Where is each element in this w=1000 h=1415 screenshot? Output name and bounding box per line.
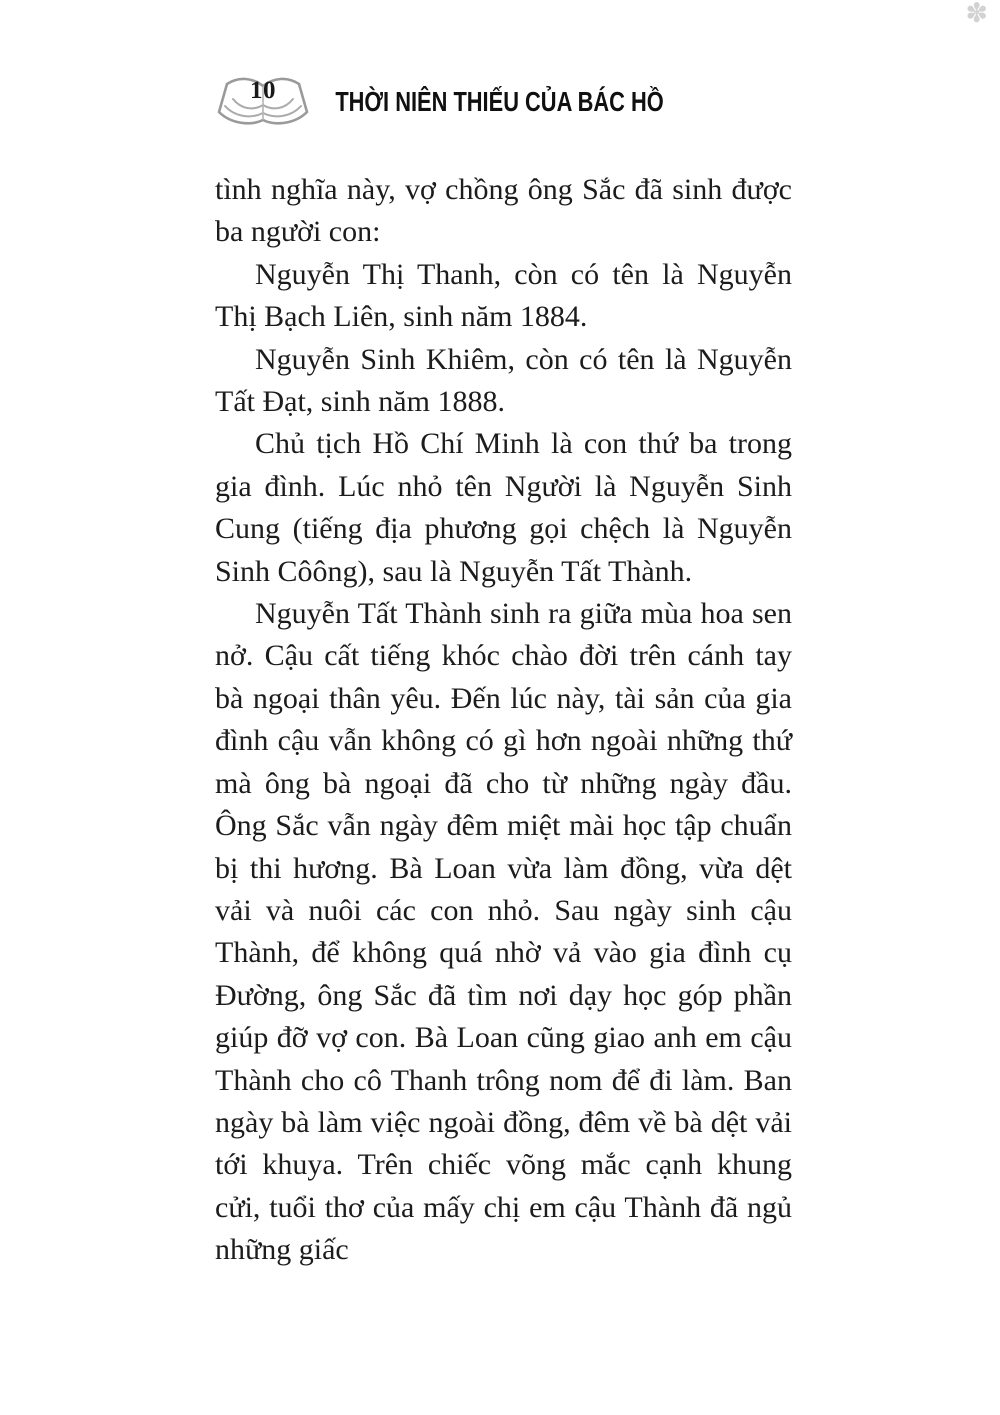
paragraph: Nguyễn Sinh Khiêm, còn có tên là Nguyễn Tất Đạt, sinh năm 1888. [215, 342, 792, 419]
paragraph: tình nghĩa này, vợ chồng ông Sắc đã sinh được ba người con: [215, 173, 792, 249]
page-number: 10 [250, 77, 276, 104]
paragraph: Nguyễn Tất Thành sinh ra giữa mùa hoa sen nở. Cậu cất tiếng khóc chào đời trên cánh tay bà ngoại thân yêu. Đến lúc này, tài sản của gia đình cậu vẫn không có gì hơn ngoài những thứ mà ông bà ngoại đã cho từ những ngày đầu. Ông Sắc vẫn ngày đêm miệt mài học tập chuẩn bị thi hương. Bà Loan vừa làm đồng, vừa dệt vải và nuôi các con nhỏ. Sau ngày sinh cậu Thành, để không quá nhờ vả vào gia đình cụ Đường, ông Sắc đã tìm nơi dạy học góp phần giúp đỡ vợ con. Bà Loan cũng giao anh em cậu Thành cho cô Thanh trông nom để đi làm. Ban ngày bà làm việc ngoài đồng, đêm về bà dệt vải tới khuya. Trên chiếc võng mắc cạnh khung cửi, tuổi thơ của mấy chị em cậu Thành đã ngủ những giấc [215, 597, 792, 1267]
paragraph: Chủ tịch Hồ Chí Minh là con thứ ba trong gia đình. Lúc nhỏ tên Người là Nguyễn Sinh Cung (tiếng địa phương gọi chệch là Nguyễn Sinh Côông), sau là Nguyễn Tất Thành. [215, 427, 792, 588]
flower-ornament-icon: ✽ [965, 0, 988, 29]
paragraph: Nguyễn Thị Thanh, còn có tên là Nguyễn Thị Bạch Liên, sinh năm 1884. [215, 257, 792, 334]
book-title: THỜI NIÊN THIẾU CỦA BÁC HỒ [335, 86, 665, 117]
header-title-row [0, 86, 1000, 118]
body-text [215, 169, 792, 1272]
page-header [0, 0, 1000, 140]
